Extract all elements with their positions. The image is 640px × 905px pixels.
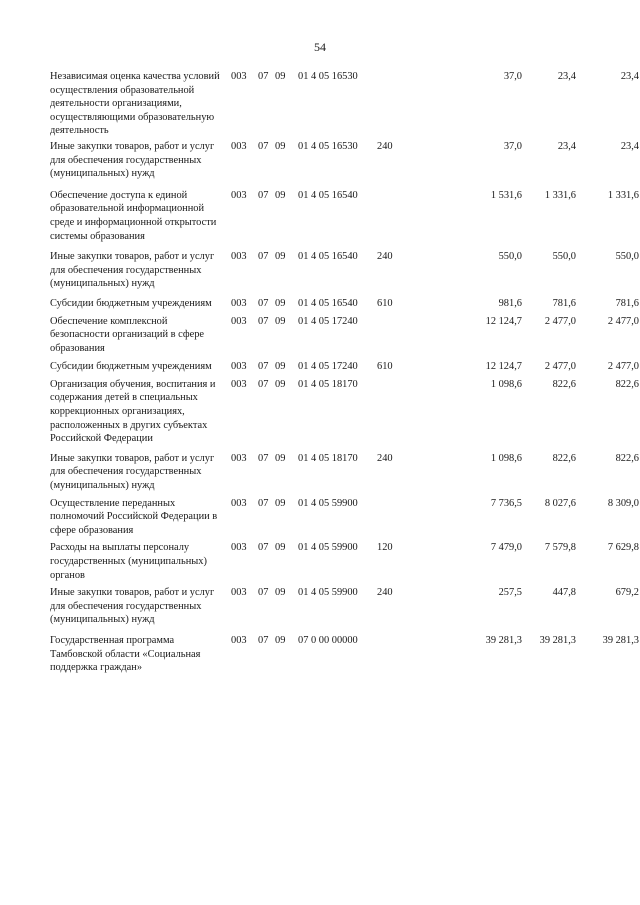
expense-type-code: 240 <box>377 452 393 464</box>
row-name: Осуществление переданных полномочий Российской Федерации в сфере образования <box>50 497 218 536</box>
target-article-code: 01 4 05 17240 <box>298 315 358 327</box>
target-article-code: 01 4 05 16530 <box>298 140 358 152</box>
section-code: 07 <box>258 140 269 152</box>
table-row <box>50 189 639 243</box>
amount-year-1: 37,0 <box>503 71 522 82</box>
row-name: Иные закупки товаров, работ и услуг для обеспечения государственных (муниципальных) нужд <box>50 587 215 626</box>
admin-code: 003 <box>231 497 247 509</box>
admin-code: 003 <box>231 542 247 554</box>
amount-year-3: 23,4 <box>620 140 639 152</box>
admin-code: 003 <box>231 315 247 327</box>
target-article-code: 01 4 05 16540 <box>298 297 358 309</box>
amount-year-2: 781,6 <box>552 297 576 309</box>
amount-year-1: 981,6 <box>498 297 522 309</box>
amount-year-2: 1 331,6 <box>544 189 576 201</box>
admin-code: 003 <box>231 251 247 263</box>
amount-year-3: 679,2 <box>615 587 639 599</box>
amount-year-1: 1 098,6 <box>490 378 522 390</box>
amount-year-1: 12 124,7 <box>485 361 522 373</box>
section-code: 07 <box>258 361 269 373</box>
section-code: 07 <box>258 542 269 554</box>
section-code: 07 <box>258 297 269 309</box>
amount-year-2: 2 477,0 <box>544 315 576 327</box>
amount-year-2: 23,4 <box>557 140 576 152</box>
table-row <box>50 315 639 356</box>
row-name: Субсидии бюджетным учреждениям <box>50 361 212 373</box>
amount-year-2: 822,6 <box>552 378 576 390</box>
row-name: Иные закупки товаров, работ и услуг для обеспечения государственных (муниципальных) нужд <box>50 140 215 180</box>
target-article-code: 01 4 05 59900 <box>298 542 358 554</box>
amount-year-3: 7 629,8 <box>607 542 639 554</box>
subsection-code: 09 <box>275 452 286 464</box>
section-code: 07 <box>258 497 269 509</box>
target-article-code: 07 0 00 00000 <box>298 634 358 646</box>
section-code: 07 <box>258 634 269 646</box>
amount-year-2: 822,6 <box>552 452 576 464</box>
admin-code: 003 <box>231 297 247 309</box>
row-name: Государственная программа Тамбовской области «Социальная поддержка граждан» <box>50 634 201 674</box>
table-row <box>50 586 639 627</box>
page-number: 54 <box>314 40 326 54</box>
table-row <box>50 541 639 582</box>
row-name: Иные закупки товаров, работ и услуг для обеспечения государственных (муниципальных) нужд <box>50 251 215 290</box>
target-article-code: 01 4 05 18170 <box>298 452 358 464</box>
amount-year-1: 7 479,0 <box>490 542 522 554</box>
subsection-code: 09 <box>275 634 286 646</box>
target-article-code: 01 4 05 16540 <box>298 189 358 201</box>
admin-code: 003 <box>231 452 247 464</box>
subsection-code: 09 <box>275 251 286 263</box>
row-name: Обеспечение комплексной безопасности организаций в сфере образования <box>50 315 205 354</box>
table-row <box>50 70 639 138</box>
section-code: 07 <box>258 452 269 464</box>
admin-code: 003 <box>231 189 247 201</box>
table-row <box>50 250 639 291</box>
amount-year-1: 1 531,6 <box>490 189 522 201</box>
expense-type-code: 240 <box>377 140 393 152</box>
amount-year-3: 550,0 <box>615 251 639 263</box>
amount-year-3: 822,6 <box>615 378 639 390</box>
expense-type-code: 120 <box>377 542 393 554</box>
table-row <box>50 497 639 538</box>
row-name: Обеспечение доступа к единой образовательной информационной среде и информационной открытости системы образования <box>50 189 217 242</box>
section-code: 07 <box>258 189 269 201</box>
row-name: Организация обучения, воспитания и содержания детей в специальных коррекционных организациях, расположенных в других субъектах Российской Федерации <box>50 378 216 445</box>
amount-year-2: 2 477,0 <box>544 361 576 373</box>
amount-year-2: 7 579,8 <box>544 542 576 554</box>
subsection-code: 09 <box>275 297 286 309</box>
amount-year-3: 23,4 <box>620 71 639 82</box>
amount-year-2: 39 281,3 <box>539 634 576 646</box>
subsection-code: 09 <box>275 361 286 373</box>
expense-type-code: 240 <box>377 587 393 599</box>
row-name: Субсидии бюджетным учреждениям <box>50 297 212 309</box>
expense-type-code: 240 <box>377 251 393 263</box>
admin-code: 003 <box>231 378 247 390</box>
row-name: Иные закупки товаров, работ и услуг для обеспечения государственных (муниципальных) нужд <box>50 452 215 492</box>
amount-year-1: 39 281,3 <box>485 634 522 646</box>
amount-year-1: 1 098,6 <box>490 452 522 464</box>
amount-year-3: 822,6 <box>615 452 639 464</box>
admin-code: 003 <box>231 634 247 646</box>
amount-year-2: 8 027,6 <box>544 497 576 509</box>
target-article-code: 01 4 05 59900 <box>298 587 358 599</box>
table-row <box>50 140 639 181</box>
target-article-code: 01 4 05 17240 <box>298 361 358 373</box>
subsection-code: 09 <box>275 587 286 599</box>
amount-year-3: 2 477,0 <box>607 315 639 327</box>
subsection-code: 09 <box>275 542 286 554</box>
amount-year-3: 39 281,3 <box>602 634 639 646</box>
amount-year-1: 7 736,5 <box>490 497 522 509</box>
target-article-code: 01 4 05 16530 <box>298 71 358 82</box>
admin-code: 003 <box>231 71 247 82</box>
row-name: Независимая оценка качества условий осуществления образовательной деятельности организациями, осуществляющими образовательную деятельность <box>50 71 220 137</box>
amount-year-3: 8 309,0 <box>607 497 639 509</box>
table-row <box>50 634 639 675</box>
amount-year-2: 447,8 <box>552 587 576 599</box>
amount-year-2: 550,0 <box>552 251 576 263</box>
target-article-code: 01 4 05 59900 <box>298 497 358 509</box>
subsection-code: 09 <box>275 378 286 390</box>
expense-type-code: 610 <box>377 297 393 309</box>
row-name: Расходы на выплаты персоналу государственных (муниципальных) органов <box>50 542 207 581</box>
admin-code: 003 <box>231 587 247 599</box>
admin-code: 003 <box>231 140 247 152</box>
amount-year-1: 550,0 <box>498 251 522 263</box>
amount-year-1: 12 124,7 <box>485 315 522 327</box>
section-code: 07 <box>258 587 269 599</box>
amount-year-3: 781,6 <box>615 297 639 309</box>
amount-year-1: 37,0 <box>503 140 522 152</box>
expense-type-code: 610 <box>377 361 393 373</box>
amount-year-2: 23,4 <box>557 71 576 82</box>
subsection-code: 09 <box>275 140 286 152</box>
amount-year-1: 257,5 <box>498 587 522 599</box>
table-row <box>50 360 639 374</box>
table-row <box>50 297 639 311</box>
subsection-code: 09 <box>275 71 286 82</box>
subsection-code: 09 <box>275 497 286 509</box>
budget-table <box>50 70 639 675</box>
amount-year-3: 2 477,0 <box>607 361 639 373</box>
subsection-code: 09 <box>275 315 286 327</box>
admin-code: 003 <box>231 361 247 373</box>
section-code: 07 <box>258 315 269 327</box>
section-code: 07 <box>258 71 269 82</box>
table-row <box>50 378 639 446</box>
section-code: 07 <box>258 251 269 263</box>
target-article-code: 01 4 05 18170 <box>298 378 358 390</box>
target-article-code: 01 4 05 16540 <box>298 251 358 263</box>
amount-year-3: 1 331,6 <box>607 189 639 201</box>
table-row <box>50 452 639 493</box>
subsection-code: 09 <box>275 189 286 201</box>
section-code: 07 <box>258 378 269 390</box>
